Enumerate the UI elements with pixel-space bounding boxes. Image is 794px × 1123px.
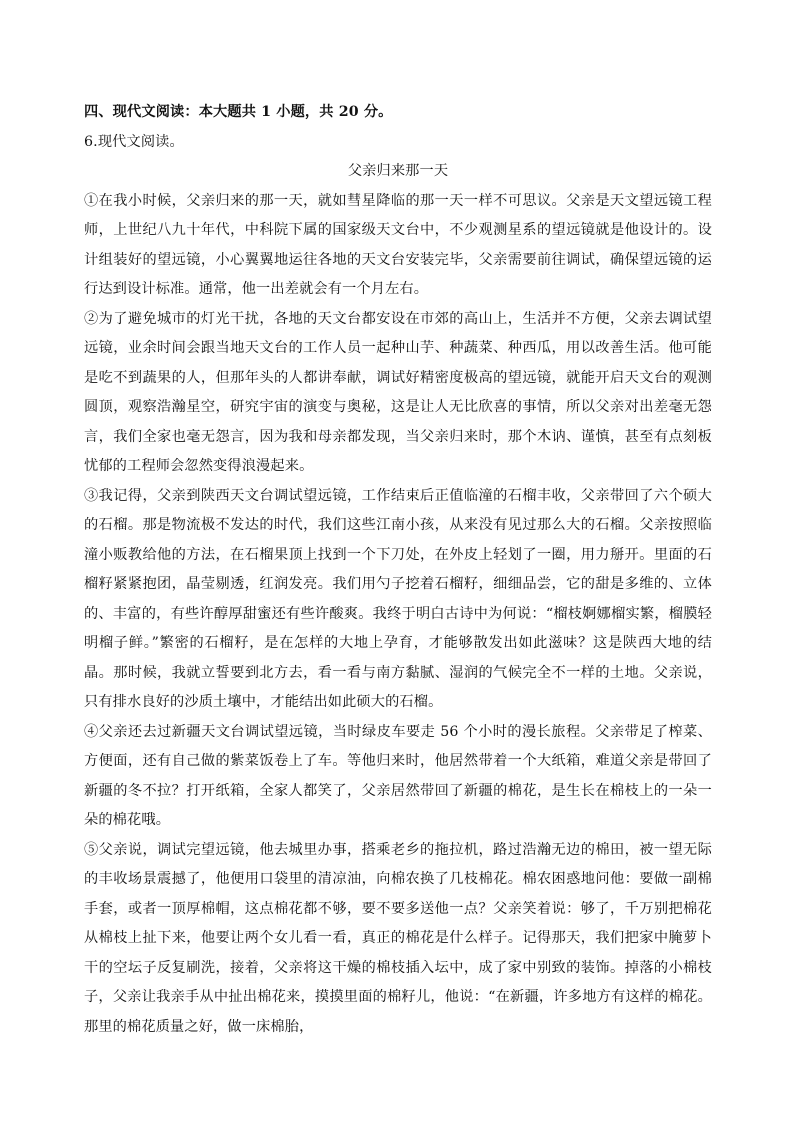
paragraph-4: ④父亲还去过新疆天文台调试望远镜，当时绿皮车要走 56 个小时的漫长旅程。父亲带足了榨菜、方便面，还有自己做的紫菜饭卷上了车。等他归来时，他居然带着一个大纸箱，难道父亲是带回了新疆的冬不拉？打开纸箱，全家人都笑了，父亲居然带回了新疆的棉花，是生长在棉枝上的一朵一朵的棉花哦。 (84, 723, 712, 828)
article-title: 父亲归来那一天 (347, 163, 449, 179)
paragraph-1: ①在我小时候，父亲归来的那一天，就如彗星降临的那一天一样不可思议。父亲是天文望远镜工程师，上世纪八九十年代，中科院下属的国家级天文台中，不少观测星系的望远镜就是他设计的。设计组装好的望远镜，小心翼翼地运往各地的天文台安装完毕，父亲需要前往调试，确保望远镜的运行达到设计标准。通常，他一出差就会有一个月左右。 (84, 192, 712, 297)
question-number: 6.现代文阅读。 (84, 133, 184, 150)
paragraph-5: ⑤父亲说，调试完望远镜，他去城里办事，搭乘老乡的拖拉机，路过浩瀚无边的棉田，被一望无际的丰收场景震撼了，他便用口袋里的清凉油，向棉农换了几枝棉花。棉农困惑地问他：要做一副棉手套，或者一顶厚棉帽，这点棉花都不够，要不要多送他一点？父亲笑着说：够了，千万别把棉花从棉枝上扯下来，他要让两个女儿看一看，真正的棉花是什么样子。记得那天，我们把家中腌萝卜干的空坛子反复刷洗，接着，父亲将这干燥的棉枝插入坛中，成了家中别致的装饰。掉落的小棉枝子，父亲让我亲手从中扯出棉花来，摸摸里面的棉籽儿，他说：“在新疆，许多地方有这样的棉花。那里的棉花质量之好，做一床棉胎， (84, 841, 712, 1035)
paragraph-2: ②为了避免城市的灯光干扰，各地的天文台都安设在市郊的高山上，生活并不方便，父亲去调试望远镜，业余时间会跟当地天文台的工作人员一起种山芋、种蔬菜、种西瓜，用以改善生活。他可能是吃不到蔬果的人，但那年头的人都讲奉献，调试好精密度极高的望远镜，就能开启天文台的观测圆顶，观察浩瀚星空，研究宇宙的演变与奥秘，这是让人无比欣喜的事情，所以父亲对出差毫无怨言，我们全家也毫无怨言，因为我和母亲都发现，当父亲归来时，那个木讷、谨慎，甚至有点刻板忧郁的工程师会忽然变得浪漫起来。 (84, 310, 712, 474)
paragraph-3: ③我记得，父亲到陕西天文台调试望远镜，工作结束后正值临潼的石榴丰收，父亲带回了六个硕大的石榴。那是物流极不发达的时代，我们这些江南小孩，从来没有见过那么大的石榴。父亲按照临潼小贩教给他的方法，在石榴果顶上找到一个下刀处，在外皮上轻划了一圈，用力掰开。里面的石榴籽紧紧抱团，晶莹剔透，红润发亮。我们用勺子挖着石榴籽，细细品尝，它的甜是多维的、立体的、丰富的，有些许醇厚甜蜜还有些许酸爽。我终于明白古诗中为何说：“榴枝婀娜榴实繁，榴膜轻明榴子鲜。”繁密的石榴籽，是在怎样的大地上孕育，才能够散发出如此滋味？这是陕西大地的结晶。那时候，我就立誓要到北方去，看一看与南方黏腻、湿润的气候完全不一样的土地。父亲说，只有排水良好的沙质土壤中，才能结出如此硕大的石榴。 (84, 487, 712, 710)
section-heading: 四、现代文阅读：本大题共 1 小题，共 20 分。 (84, 104, 393, 120)
document-body (84, 98, 712, 1042)
